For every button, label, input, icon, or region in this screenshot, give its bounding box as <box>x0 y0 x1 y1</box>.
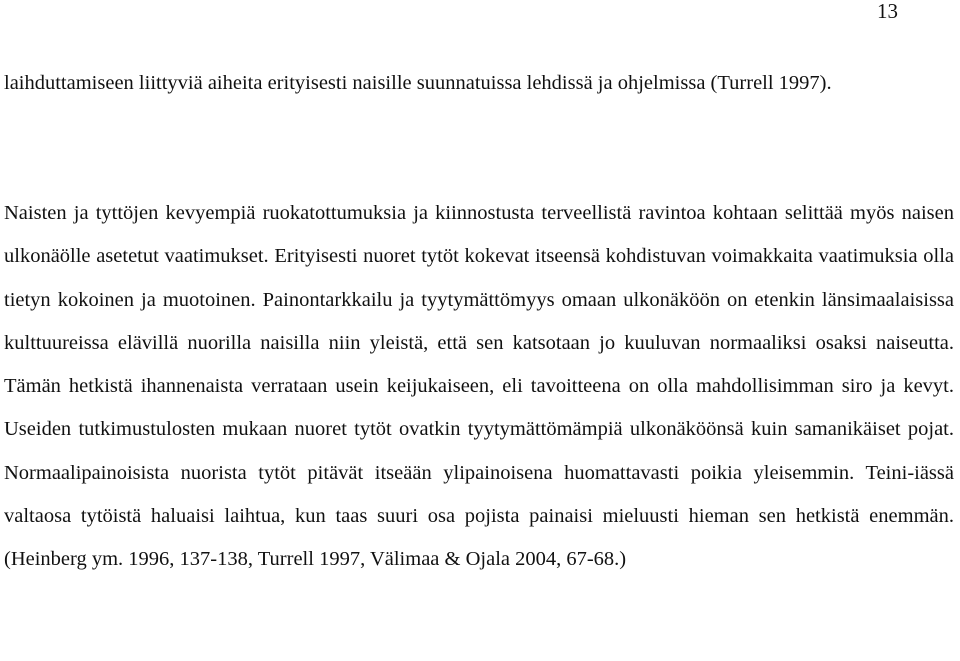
page-number: 13 <box>877 0 898 23</box>
paragraph-body: Naisten ja tyttöjen kevyempiä ruokatottumuksia ja kiinnostusta terveellistä ravintoa kohtaan selittää myös naisen ulkonäölle asetetut vaatimukset. Erityisesti nuoret tytöt kokevat itseensä kohdistuvan voimakkaita vaatimuksia olla tietyn kokoinen ja muotoinen. Painontarkkailu ja tyytymättömyys omaan ulkonäköön on etenkin länsimaalaisissa kulttuureissa elävillä nuorilla naisilla niin yleistä, että sen katsotaan jo kuuluvan normaaliksi osaksi naiseutta. Tämän hetkistä ihannenaista verrataan usein keijukaiseen, eli tavoitteena on olla mahdollisimman siro ja kevyt. Useiden tutkimustulosten mukaan nuoret tytöt ovatkin tyytymättömämpiä ulkonäköönsä kuin samanikäiset pojat. Normaalipainoisista nuorista tytöt pitävät itseään ylipainoisena huomattavasti poikia yleisemmin. Teini-iässä valtaosa tytöistä haluaisi laihtua, kun taas suuri osa pojista painaisi mieluusti hieman sen hetkistä enemmän. (Heinberg ym. 1996, 137-138, Turrell 1997, Välimaa & Ojala 2004, 67-68.) <box>4 202 954 571</box>
paragraph-continuation: laihduttamiseen liittyviä aiheita erityisesti naisille suunnatuissa lehdissä ja ohjelmissa (Turrell 1997). <box>4 72 832 94</box>
